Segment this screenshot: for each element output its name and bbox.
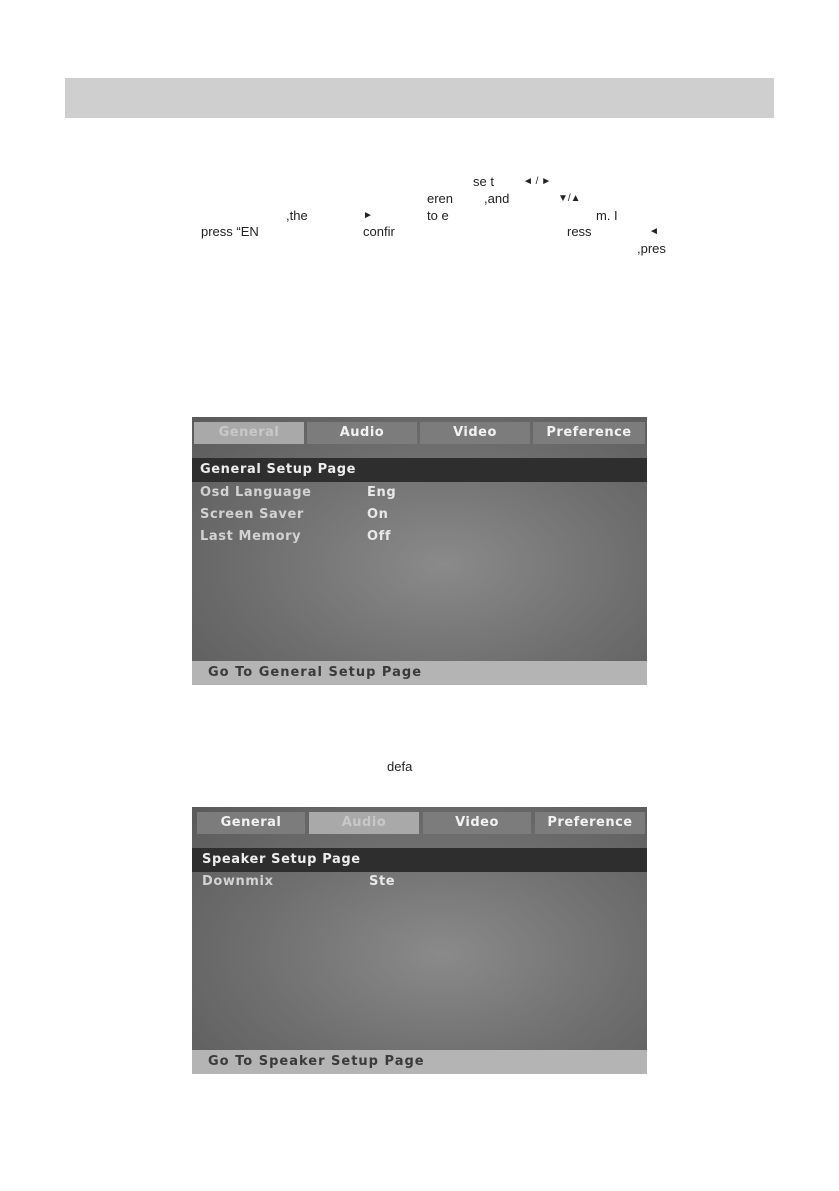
left-arrow-icon: ◄: [649, 226, 659, 237]
page-title: Speaker Setup Page: [192, 848, 647, 872]
page-title: General Setup Page: [192, 458, 647, 482]
status-bar: Go To Speaker Setup Page: [192, 1050, 647, 1074]
osd-screen-general: [192, 417, 647, 685]
intro-fragment: eren: [427, 191, 454, 206]
tab-audio[interactable]: Audio: [309, 812, 419, 834]
osd-tab-bar: [192, 422, 647, 446]
setting-value: On: [367, 507, 389, 522]
setting-value: Ste: [369, 874, 396, 889]
intro-fragment: confir: [363, 224, 395, 239]
setting-value: Eng: [367, 485, 397, 500]
left-right-arrow-icon: ◄ / ►: [523, 176, 552, 187]
down-up-arrow-icon: ▼/▲: [558, 193, 581, 204]
setting-row-osd-language[interactable]: [200, 483, 397, 503]
tab-video[interactable]: Video: [423, 812, 531, 834]
tab-general[interactable]: General: [194, 422, 304, 444]
setting-row-last-memory[interactable]: [200, 527, 392, 547]
setting-label: Last Memory: [200, 529, 302, 544]
setting-label: Downmix: [202, 874, 274, 889]
intro-fragment: ,pres: [637, 241, 666, 256]
intro-fragment: ,and: [484, 191, 510, 206]
intro-fragment: to e: [427, 208, 449, 223]
setting-value: Off: [367, 529, 392, 544]
osd-screen-audio: [192, 807, 647, 1074]
intro-fragment: press “EN: [201, 224, 259, 239]
setting-row-downmix[interactable]: [202, 872, 396, 892]
section-header-bar: [65, 78, 774, 118]
intro-fragment: se t: [473, 174, 494, 189]
tab-preference[interactable]: Preference: [533, 422, 645, 444]
tab-general[interactable]: General: [197, 812, 305, 834]
osd-tab-bar: [192, 812, 647, 836]
setting-label: Screen Saver: [200, 507, 304, 522]
intro-fragment: m. I: [596, 208, 618, 223]
status-bar: Go To General Setup Page: [192, 661, 647, 685]
intro-fragment: ress: [567, 224, 592, 239]
tab-audio[interactable]: Audio: [307, 422, 417, 444]
tab-preference[interactable]: Preference: [535, 812, 645, 834]
right-arrow-icon: ►: [363, 210, 373, 221]
setting-row-screen-saver[interactable]: [200, 505, 389, 525]
body-fragment: defa: [387, 759, 413, 774]
setting-label: Osd Language: [200, 485, 312, 500]
intro-fragment: ,the: [286, 208, 308, 223]
tab-video[interactable]: Video: [420, 422, 530, 444]
